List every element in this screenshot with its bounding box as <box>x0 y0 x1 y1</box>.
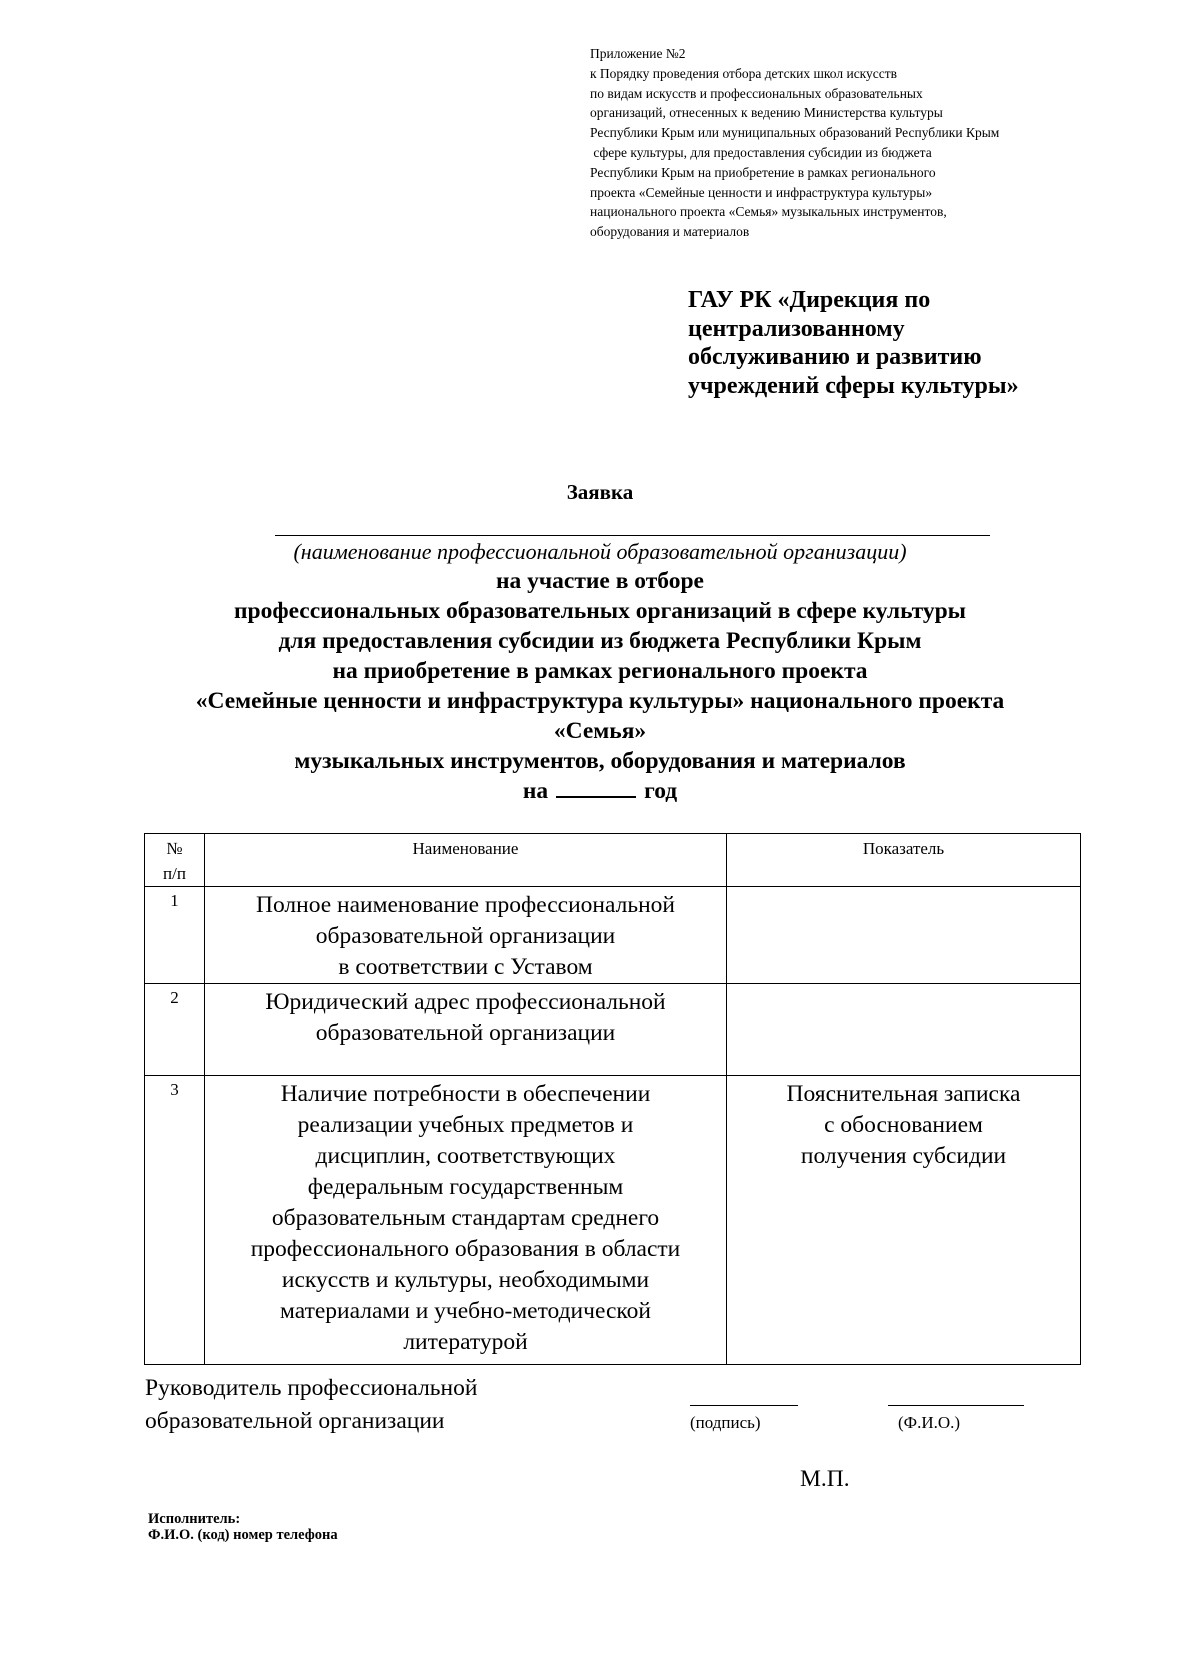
row-name-line: образовательной организации <box>315 1020 616 1046</box>
heading-line: музыкальных инструментов, оборудования и материалов <box>294 748 906 774</box>
organization-name-caption: (наименование профессиональной образовательной организации) <box>293 539 907 564</box>
signer-line: образовательной организации <box>145 1408 445 1434</box>
row-name <box>205 1076 727 1365</box>
row-name-line: образовательной организации <box>315 923 616 949</box>
appendix-line: организаций, отнесенных к ведению Министерства культуры <box>590 105 943 121</box>
row-name-line: Юридический адрес профессиональной <box>265 989 666 1015</box>
appendix-line: Республики Крым или муниципальных образований Республики Крым <box>590 125 1000 141</box>
row-number: 3 <box>145 1076 205 1365</box>
row-name-line: материалами и учебно-методической <box>280 1298 651 1324</box>
row-number: 2 <box>145 984 205 1076</box>
row-name-line: дисциплин, соответствующих <box>315 1143 616 1169</box>
signature-label: (подпись) <box>690 1413 761 1432</box>
row-name <box>205 984 727 1076</box>
row-value <box>727 887 1081 984</box>
table-header-row <box>145 834 1081 887</box>
row-name-line: образовательным стандартам среднего <box>271 1205 660 1231</box>
row-name-line: профессионального образования в области <box>250 1236 681 1262</box>
header-name: Наименование <box>205 834 727 887</box>
row-value-line: Пояснительная записка <box>786 1081 1021 1107</box>
row-name-line: Полное наименование профессиональной <box>255 892 675 918</box>
year-line <box>0 776 1200 806</box>
row-name-line: федеральным государственным <box>307 1174 624 1200</box>
heading-line: на участие в отборе <box>496 568 704 594</box>
row-value-line: получения субсидии <box>800 1143 1007 1169</box>
executor-line: Исполнитель: <box>148 1511 241 1527</box>
document-title: Заявка <box>566 480 634 504</box>
header-number <box>145 834 205 887</box>
addressee-line: ГАУ РК «Дирекция по <box>688 287 931 313</box>
heading-line: для предоставления субсидии из бюджета Республики Крым <box>278 628 922 654</box>
appendix-line: Республики Крым на приобретение в рамках регионального <box>590 164 936 180</box>
row-value-line: с обоснованием <box>824 1112 983 1138</box>
row-name <box>205 887 727 984</box>
year-blank <box>556 778 636 798</box>
header-number-line: п/п <box>163 864 186 883</box>
row-value <box>727 984 1081 1076</box>
heading-line: на приобретение в рамках регионального проекта <box>332 658 868 684</box>
row-number: 1 <box>145 887 205 984</box>
signer-line: Руководитель профессиональной <box>145 1375 478 1401</box>
appendix-reference <box>590 44 1150 242</box>
heading-line: «Семья» <box>553 718 647 744</box>
table-row <box>145 984 1081 1076</box>
signature-blank <box>690 1405 798 1406</box>
heading-line: «Семейные ценности и инфраструктура культуры» национального проекта <box>195 688 1005 714</box>
signer-title <box>145 1372 477 1438</box>
appendix-line: по видам искусств и профессиональных образовательных <box>590 85 923 101</box>
addressee-line: учреждений сферы культуры» <box>688 372 1019 399</box>
stamp-place: М.П. <box>800 1466 850 1492</box>
appendix-line: национального проекта «Семья» музыкальных инструментов, <box>590 204 947 220</box>
full-name-blank <box>888 1405 1024 1406</box>
addressee-line: централизованному <box>688 315 905 342</box>
row-name-line: в соответствии с Уставом <box>338 954 593 980</box>
header-number-line: № <box>166 839 183 858</box>
row-value <box>727 1076 1081 1365</box>
full-name-label: (Ф.И.О.) <box>898 1413 961 1432</box>
year-prefix: на <box>522 778 549 804</box>
addressee-line: обслуживанию и развитию <box>688 344 982 370</box>
addressee-block <box>688 286 1158 400</box>
row-name-line: Наличие потребности в обеспечении <box>280 1081 651 1107</box>
row-name-line: литературой <box>403 1329 528 1355</box>
row-name-line: искусств и культуры, необходимыми <box>281 1267 650 1293</box>
appendix-line: сфере культуры, для предоставления субсидии из бюджета <box>590 144 932 160</box>
appendix-line: к Порядку проведения отбора детских школ искусств <box>590 65 898 81</box>
table-row <box>145 1076 1081 1365</box>
appendix-line: Приложение №2 <box>590 46 686 61</box>
executor-line: Ф.И.О. (код) номер телефона <box>148 1527 338 1543</box>
executor-info <box>148 1511 338 1543</box>
appendix-line: оборудования и материалов <box>590 224 750 240</box>
organization-name-blank <box>275 535 990 536</box>
row-name-line: реализации учебных предметов и <box>297 1112 634 1138</box>
appendix-line: проекта «Семейные ценности и инфраструктура культуры» <box>590 184 933 200</box>
table-row <box>145 887 1081 984</box>
application-table <box>144 833 1081 1365</box>
application-heading <box>0 566 1200 806</box>
heading-line: профессиональных образовательных организаций в сфере культуры <box>233 598 967 624</box>
header-value: Показатель <box>727 834 1081 887</box>
year-suffix: год <box>644 778 678 804</box>
